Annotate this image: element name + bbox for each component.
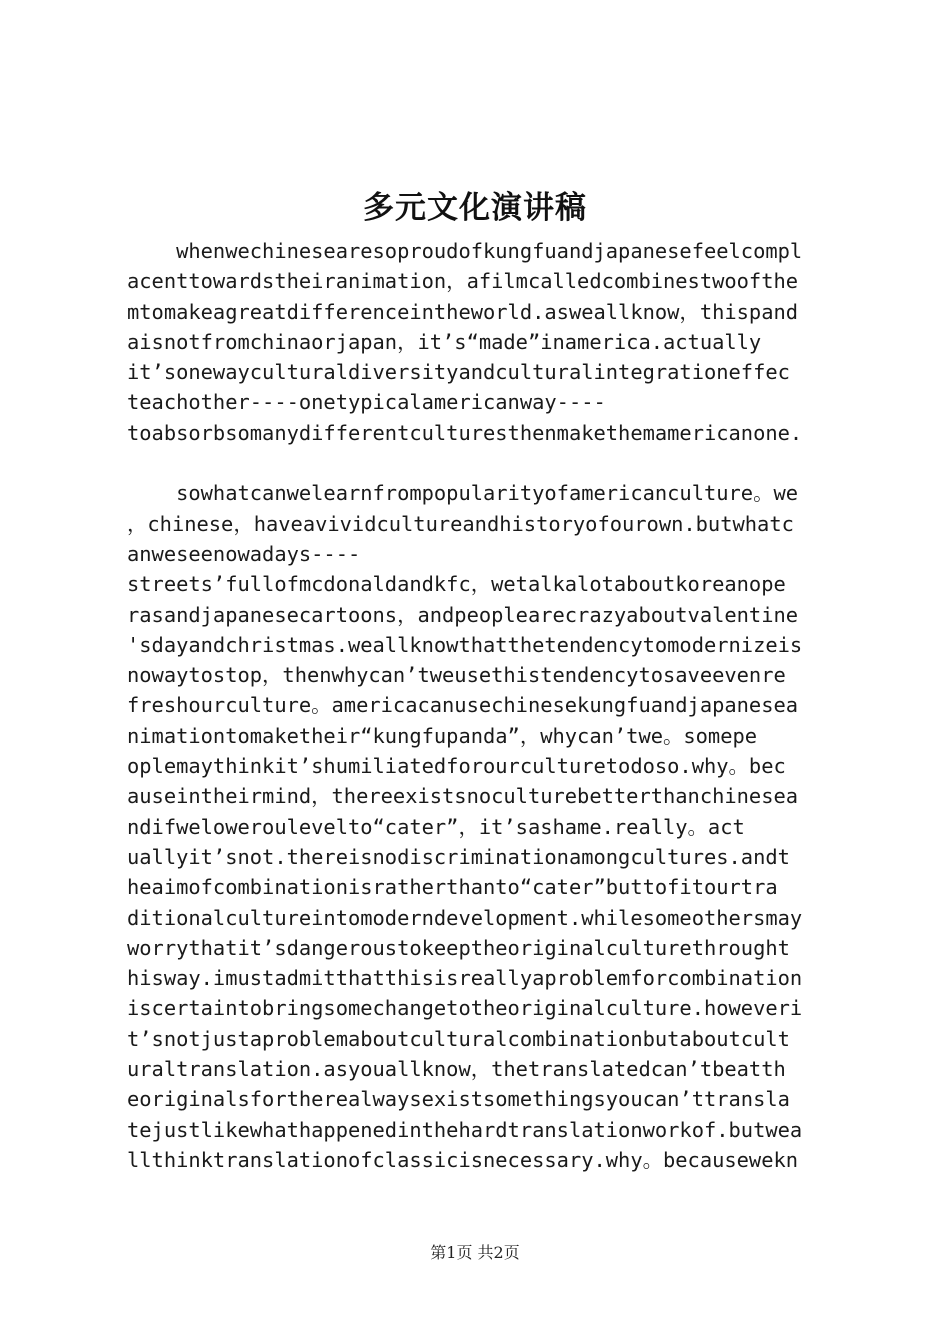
text-line: it’sonewayculturaldiversityandculturalintegrationeffec [127,360,790,385]
text-line: worrythatit’sdangeroustokeeptheoriginalculturethrought [127,935,790,960]
text-line: toabsorbsomanydifferentculturesthenmakethemamericanone. [127,420,803,445]
paragraph-1 [127,236,839,448]
document-body [127,236,839,1175]
text-line: ndifweloweroulevelto“cater”，it’sashame.really。act [127,814,745,839]
text-line: uallyit’snot.thereisnodiscriminationamongcultures.andt [127,844,790,869]
text-line: t’snotjustaproblemaboutculturalcombinationbutaboutcult [127,1026,790,1051]
text-line: acenttowardstheiranimation，afilmcalledcombinestwoofthe [127,269,799,294]
text-line: anweseenowadays---- [127,541,361,566]
text-line: auseintheirmind，thereexistsnoculturebetterthanchinesea [127,784,799,809]
text-line: rasandjapanesecartoons，andpeoplearecrazyaboutvalentine [127,602,799,627]
text-line: freshourculture。americacanusechinesekungfuandjapanesea [127,693,799,718]
text-line: iscertaintobringsomechangetotheoriginalculture.howeveri [127,996,803,1021]
text-line: sowhatcanwelearnfrompopularityofamericanculture。we [127,481,799,506]
text-line: streets’fullofmcdonaldandkfc，wetalkalotaboutkoreanope [127,572,786,597]
text-line: llthinktranslationofclassicisnecessary.why。becausewekn [127,1147,799,1172]
text-line: mtomakeagreatdifferenceintheworld.asweallknow，thispand [127,299,799,324]
text-line: eoriginalsfortherealwaysexistsomethingsyoucan’ttransla [127,1087,790,1112]
document-title: 多元文化演讲稿 [363,190,587,226]
text-line: tejustlikewhathappenedinthehardtranslationworkof.butwea [127,1117,803,1142]
text-line: hisway.imustadmitthatthisisreallyaproblemforcombination [127,966,803,991]
text-line: nimationtomaketheir“kungfupanda”，whycan’twe。somepe [127,723,758,748]
text-line: ditionalcultureintomoderndevelopment.whilesomeothersmay [127,905,803,930]
text-line: oplemaythinkit’shumiliatedforourculturetodoso.why。bec [127,754,786,779]
text-line: whenwechinesearesoproudofkungfuandjapanesefeelcompl [127,239,803,263]
text-line: nowaytostop，thenwhycan’tweusethistendencytosaveevenre [127,663,786,688]
paragraph-2 [127,478,839,1175]
paragraph-spacer [127,448,839,478]
text-line: ，chinese，haveavividcultureandhistoryofourown.butwhatc [127,511,794,536]
text-line: heaimofcombinationisratherthanto“cater”buttofitourtra [127,875,778,900]
text-line: uraltranslation.asyouallknow，thetranslatedcan’tbeatth [127,1057,786,1082]
text-line: aisnotfromchinaorjapan，it’s“made”inamerica.actually [127,329,762,354]
text-line: 'sdayandchristmas.weallknowthatthetendencytomodernizeis [127,632,803,657]
text-line: teachother----onetypicalamericanway---- [127,390,606,415]
page-number-footer: 第1页 共2页 [430,1243,520,1262]
